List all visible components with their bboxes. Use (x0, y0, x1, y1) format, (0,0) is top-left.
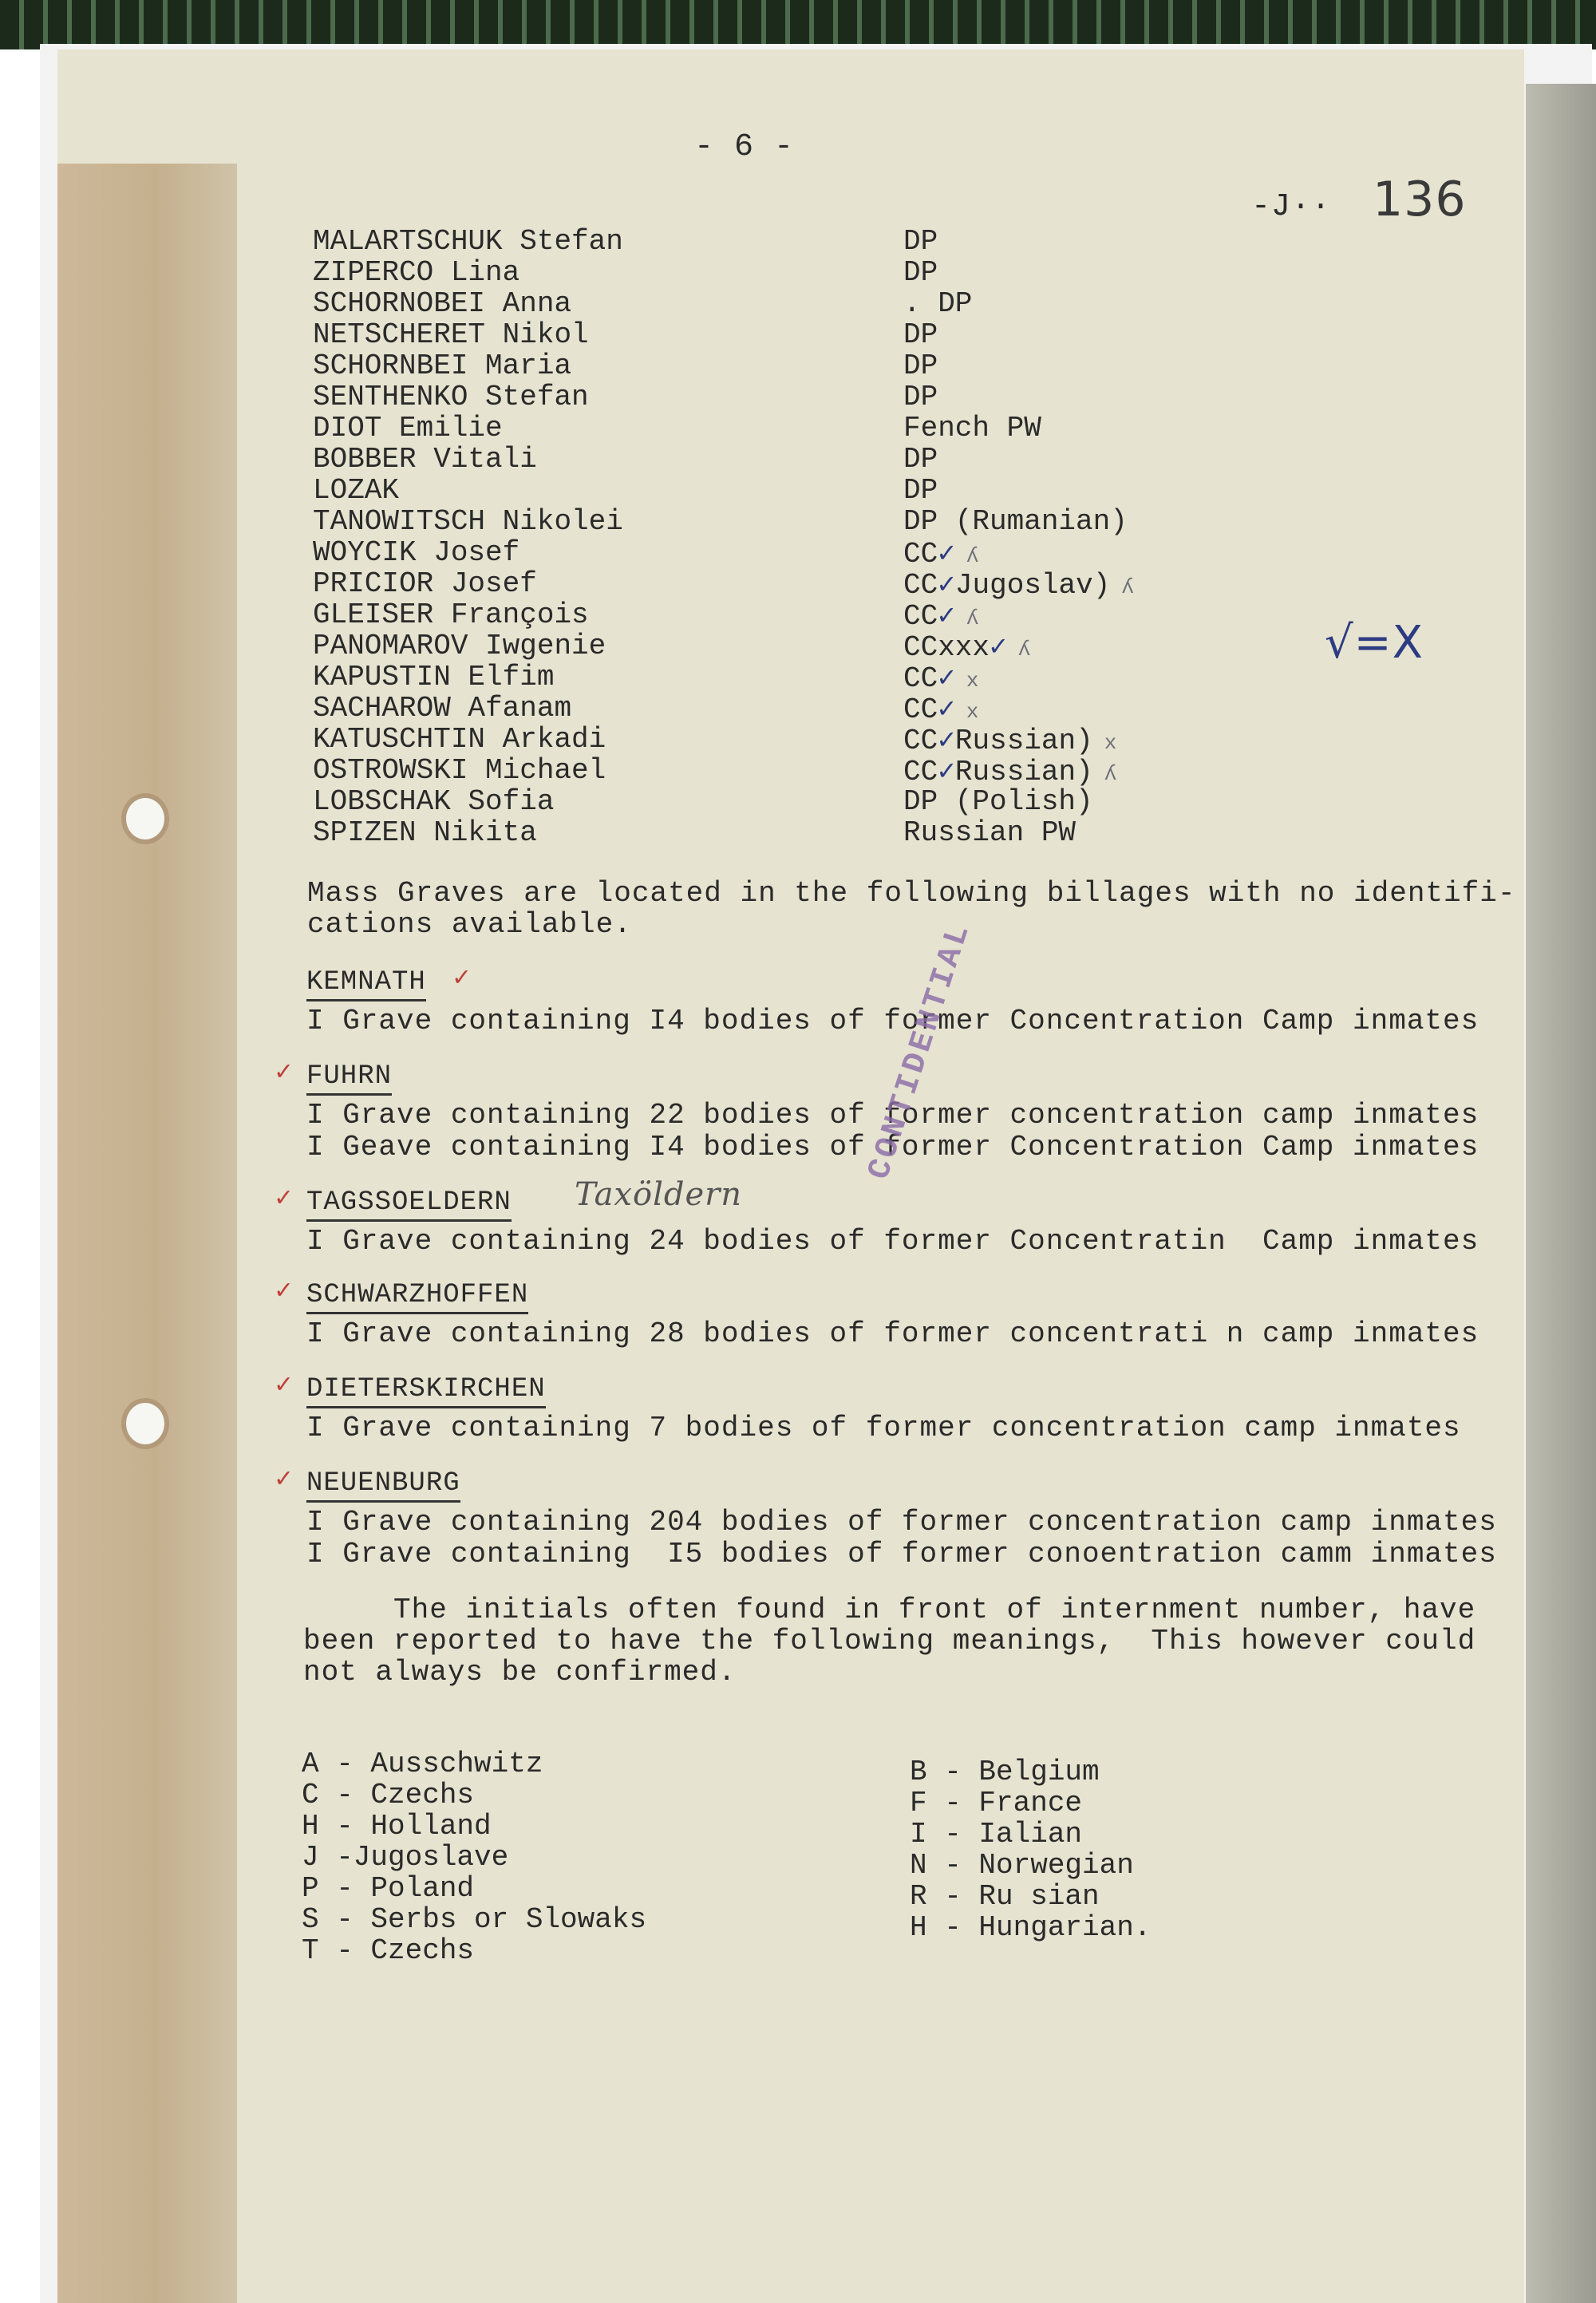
village-name: FUHRN (306, 1061, 392, 1096)
person-status-row (903, 754, 1134, 788)
person-status: DP (903, 381, 938, 413)
person-name: KAPUSTIN Elfim (313, 661, 555, 693)
person-status-row (903, 536, 1134, 571)
person-name: WOYCIK Josef (313, 536, 520, 569)
confidential-stamp: CONTIDENTIAL (862, 918, 979, 1184)
x-mark-icon: x (966, 700, 979, 724)
check-mark-icon: ✓ (938, 662, 955, 695)
person-name: DIOT Emilie (313, 412, 503, 444)
person-status-row (903, 723, 1134, 757)
person-status: CC (903, 693, 938, 726)
village-name: NEUENBURG (306, 1468, 460, 1503)
person-name: OSTROWSKI Michael (313, 754, 606, 787)
person-status-row (903, 443, 1134, 474)
grave-line: I Grave containing 28 bodies of former concentrati n camp inmates (306, 1317, 1479, 1350)
person-status: DP (903, 474, 938, 507)
nationality-note: Russian) (954, 725, 1093, 757)
page-edge-shadow (1526, 84, 1596, 2303)
person-status: DP (Rumanian) (903, 505, 1128, 538)
red-check-icon: ✓ (275, 1058, 292, 1088)
nationality-note: Jugoslav) (954, 569, 1111, 602)
mass-graves-intro: Mass Graves are located in the following billages with no identifi- cations available. (307, 877, 1516, 941)
grave-line: I Grave containing I4 bodies of former Concentration Camp inmates (306, 1005, 1479, 1037)
person-name: MALARTSCHUK Stefan (313, 225, 623, 258)
code-entry: C - Czechs (302, 1779, 475, 1811)
person-status: Russian PW (903, 816, 1077, 849)
punch-hole-bottom (126, 1403, 164, 1444)
paper-sheet (57, 49, 1524, 2303)
grave-line: I Grave containing 204 bodies of former concentration camp inmates (306, 1506, 1497, 1539)
person-status-row (903, 225, 1134, 256)
person-status: DP (903, 225, 938, 258)
person-status-row (903, 692, 1134, 726)
red-check-icon: ✓ (275, 1277, 292, 1307)
codes-left-list (302, 1748, 646, 1965)
code-entry: P - Poland (302, 1872, 475, 1905)
person-status-row (903, 287, 1134, 318)
check-mark-icon: ✓ (990, 631, 1007, 664)
person-name: KATUSCHTIN Arkadi (313, 723, 606, 756)
handwritten-legend-note: √=X (1325, 617, 1424, 669)
person-status-row (903, 661, 1134, 695)
red-check-icon: ✓ (275, 1371, 292, 1401)
x-mark-icon: ʎ (1104, 762, 1117, 786)
binder-strip (0, 0, 1596, 49)
person-status: Fench PW (903, 412, 1041, 444)
person-name: ZIPERCO Lina (313, 256, 520, 289)
code-entry: S - Serbs or Slowaks (302, 1903, 647, 1936)
person-status-row (903, 785, 1134, 816)
person-status: CC (903, 756, 938, 788)
check-mark-icon: ✓ (938, 693, 955, 726)
village-name: KEMNATH (306, 967, 426, 1001)
person-status-row (903, 412, 1134, 443)
person-status-row (903, 630, 1134, 664)
nationality-note: Russian) (954, 756, 1093, 788)
person-status-row (903, 474, 1134, 505)
initials-intro: The initials often found in front of internment number, have been reported to have the following meanings, This however could not always be confirmed. (303, 1594, 1476, 1689)
codes-right-list (910, 1756, 1151, 1942)
x-mark-icon: ʎ (1017, 638, 1031, 662)
x-mark-icon: x (966, 669, 979, 693)
x-mark-icon: ʎ (966, 544, 979, 568)
person-status-row (903, 318, 1134, 350)
code-entry: R - Ru sian (910, 1880, 1100, 1913)
grave-line: I Grave containing 24 bodies of former Concentratin Camp inmates (306, 1225, 1479, 1258)
code-entry: B - Belgium (910, 1756, 1100, 1788)
person-status: CCxxx (903, 631, 990, 664)
person-status: CC (903, 600, 938, 633)
village-name: TAGSSOELDERN (306, 1187, 512, 1222)
check-mark-icon: ✓ (938, 538, 955, 571)
person-name: TANOWITSCH Nikolei (313, 505, 623, 538)
code-entry: F - France (910, 1787, 1083, 1819)
person-status-row (903, 567, 1134, 602)
person-status: DP (903, 443, 938, 476)
person-status: . DP (903, 287, 973, 320)
person-status: CC (903, 538, 938, 571)
person-name: GLEISER François (313, 598, 589, 631)
grave-line: I Grave containing 22 bodies of former concentration camp inmates (306, 1099, 1479, 1132)
handwritten-village-name: Taxöldern (575, 1176, 743, 1213)
person-status-row (903, 598, 1134, 633)
reference-number: 136 (1373, 172, 1467, 227)
person-name: NETSCHERET Nikol (313, 318, 589, 351)
check-mark-icon: ✓ (938, 725, 955, 757)
person-status: CC (903, 569, 938, 602)
person-status-row (903, 816, 1134, 847)
person-status: CC (903, 725, 938, 757)
grave-line: I Grave containing 7 bodies of former concentration camp inmates (306, 1412, 1461, 1444)
village-name: SCHWARZHOFFEN (306, 1280, 528, 1314)
person-status: CC (903, 662, 938, 695)
x-mark-icon: x (1104, 731, 1117, 755)
code-entry: H - Holland (302, 1810, 492, 1843)
people-names-list (313, 225, 623, 847)
x-mark-icon: ʎ (1121, 575, 1134, 599)
red-check-icon: ✓ (453, 964, 470, 994)
check-mark-icon: ✓ (938, 569, 955, 602)
people-status-list (903, 225, 1134, 847)
person-name: SCHORNOBEI Anna (313, 287, 572, 320)
punch-hole-top (126, 798, 164, 839)
code-entry: I - Ialian (910, 1818, 1083, 1851)
person-name: BOBBER Vitali (313, 443, 537, 476)
person-name: LOZAK (313, 474, 400, 507)
person-status: DP (903, 350, 938, 382)
code-entry: H - Hungarian. (910, 1911, 1152, 1944)
page-number: - 6 - (694, 129, 795, 165)
code-entry: T - Czechs (302, 1934, 475, 1967)
person-status: DP (Polish) (903, 785, 1093, 818)
check-mark-icon: ✓ (938, 756, 955, 788)
person-status-row (903, 256, 1134, 287)
person-name: SPIZEN Nikita (313, 816, 537, 849)
code-entry: J -Jugoslave (302, 1841, 509, 1874)
reference-prefix: -J·· (1251, 189, 1332, 225)
red-check-icon: ✓ (275, 1184, 292, 1215)
check-mark-icon: ✓ (938, 600, 955, 633)
red-check-icon: ✓ (275, 1465, 292, 1495)
person-status-row (903, 381, 1134, 412)
person-name: SENTHENKO Stefan (313, 381, 589, 413)
person-name: PANOMAROV Iwgenie (313, 630, 606, 662)
code-entry: N - Norwegian (910, 1849, 1134, 1882)
grave-line: I Grave containing I5 bodies of former conoentration camm inmates (306, 1538, 1497, 1570)
person-name: SACHAROW Afanam (313, 692, 572, 725)
aged-margin (57, 164, 237, 2303)
person-status: DP (903, 318, 938, 351)
code-entry: A - Ausschwitz (302, 1748, 543, 1780)
grave-line: I Geave containing I4 bodies of former Concentration Camp inmates (306, 1131, 1479, 1163)
person-name: LOBSCHAK Sofia (313, 785, 555, 818)
person-status: DP (903, 256, 938, 289)
person-status-row (903, 505, 1134, 536)
x-mark-icon: ʎ (966, 606, 979, 630)
village-name: DIETERSKIRCHEN (306, 1374, 546, 1408)
person-name: SCHORNBEI Maria (313, 350, 572, 382)
person-name: PRICIOR Josef (313, 567, 537, 600)
person-status-row (903, 350, 1134, 381)
